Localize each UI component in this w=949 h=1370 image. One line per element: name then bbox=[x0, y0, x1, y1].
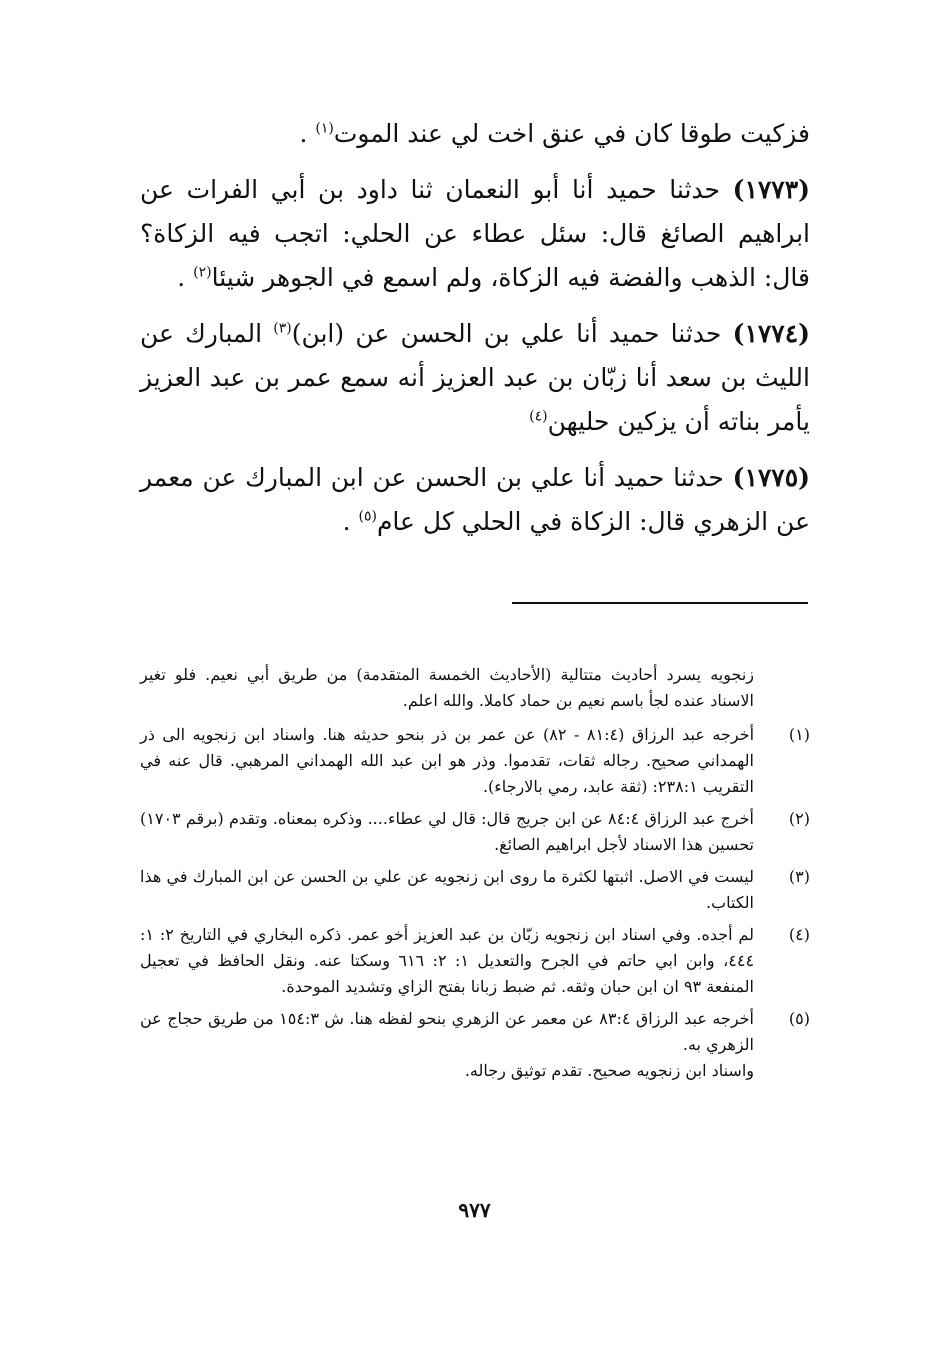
footnote-number: (٢) bbox=[788, 809, 810, 828]
footnote-ref-2: (٢) bbox=[193, 264, 212, 281]
footnote-number: (١) bbox=[788, 725, 810, 744]
hadith-end-1775: . bbox=[342, 507, 359, 536]
footnote-number: (٥) bbox=[788, 1009, 810, 1028]
footnote-number: (٣) bbox=[788, 867, 810, 886]
footnote-ref-4: (٤) bbox=[529, 408, 548, 425]
opening-line-end: . bbox=[299, 119, 316, 148]
footnote-3 bbox=[140, 864, 810, 916]
footnote-divider bbox=[512, 602, 808, 604]
footnote-text: لم أجده. وفي اسناد ابن زنجويه زبّان بن عبد العزيز أخو عمر. ذكره البخاري في التاريخ ٢: ١: ٤٤٤، وابن ابي حاتم في الجرح والتعديل ١: ٢: ٦١٦ وسكتا عنه. ونقل الحافظ في تعجيل المنفعة ٩٣ ان ابن حبان وثقه. ثم ضبط زبانا بفتح الزاي وتشديد الموحدة. bbox=[140, 925, 755, 996]
hadith-text-1774-b: المبارك عن الليث بن سعد أنا زبّان بن عبد العزيز أنه سمع عمر بن عبد العزيز يأمر بناته أن يزكين حليهن bbox=[140, 319, 810, 436]
footnote-continuation: زنجويه يسرد أحاديث متتالية (الأحاديث الخمسة المتقدمة) من طريق أبي نعيم. فلو تغير الاسناد عنده لجأ باسم نعيم بن حماد كاملا. والله اعلم. bbox=[140, 665, 754, 710]
page-number: ٩٧٧ bbox=[458, 1198, 491, 1222]
hadith-1774 bbox=[140, 312, 810, 444]
footnote-text: أخرجه عبد الرزاق (٨١:٤ - ٨٢) عن عمر بن ذر بنحو حديثه هنا. واسناد ابن زنجويه الى ذر الهمداني صحيح. رجاله ثقات، تقدموا. وذر هو ابن عبد الله الهمداني المرهبي. قال عنه في التقريب ٢٣٨:١: (ثقة عابد، رمي بالارجاء). bbox=[140, 725, 755, 796]
main-text bbox=[140, 112, 810, 544]
hadith-number-1774: (١٧٧٤) bbox=[732, 319, 810, 348]
hadith-1775 bbox=[140, 456, 810, 544]
hadith-number-1773: (١٧٧٣) bbox=[732, 175, 810, 204]
hadith-text-1774-a: حدثنا حميد أنا علي بن الحسن عن (ابن) bbox=[291, 319, 733, 348]
footnote-4 bbox=[140, 922, 810, 1000]
footnote-number: (٤) bbox=[788, 925, 810, 944]
footnote-text: أخرجه عبد الرزاق ٨٣:٤ عن معمر عن الزهري بنحو لفظه هنا. ش ١٥٤:٣ من طريق حجاج عن الزهري به. bbox=[140, 1009, 754, 1054]
footnote-2 bbox=[140, 806, 810, 858]
footnotes bbox=[140, 662, 810, 1090]
opening-line-text: فزكيت طوقا كان في عنق اخت لي عند الموت bbox=[333, 119, 810, 148]
footnote-text-block bbox=[140, 1006, 754, 1084]
hadith-number-1775: (١٧٧٥) bbox=[732, 463, 810, 492]
footnote-5 bbox=[140, 1006, 810, 1084]
hadith-end-1773: . bbox=[177, 263, 194, 292]
footnote-text: أخرج عبد الرزاق ٨٤:٤ عن ابن جريج قال: قال لي عطاء.... وذكره بمعناه. وتقدم (برقم ١٧٠٣) تحسين هذا الاسناد لأجل ابراهيم الصائغ. bbox=[140, 809, 754, 854]
footnote-text-continued: واسناد ابن زنجويه صحيح. تقدم توثيق رجاله. bbox=[464, 1061, 754, 1080]
footnote-text: ليست في الاصل. اثبتها لكثرة ما روى ابن زنجويه عن علي بن الحسن عن ابن المبارك في هذا الكتاب. bbox=[140, 867, 754, 912]
footnote-ref-1: (١) bbox=[315, 120, 334, 137]
hadith-1773 bbox=[140, 168, 810, 300]
hadith-text-1773: حدثنا حميد أنا أبو النعمان ثنا داود بن أبي الفرات عن ابراهيم الصائغ قال: سئل عطاء عن الحلي: اتجب فيه الزكاة؟ قال: الذهب والفضة فيه الزكاة، ولم اسمع في الجوهر شيئا bbox=[140, 175, 810, 292]
footnote-1 bbox=[140, 722, 810, 800]
hadith-text-1775: حدثنا حميد أنا علي بن الحسن عن ابن المبارك عن معمر عن الزهري قال: الزكاة في الحلي كل عام bbox=[140, 463, 810, 536]
footnote-ref-3: (٣) bbox=[273, 320, 292, 337]
opening-line bbox=[140, 112, 810, 156]
footnote-ref-5: (٥) bbox=[358, 508, 377, 525]
